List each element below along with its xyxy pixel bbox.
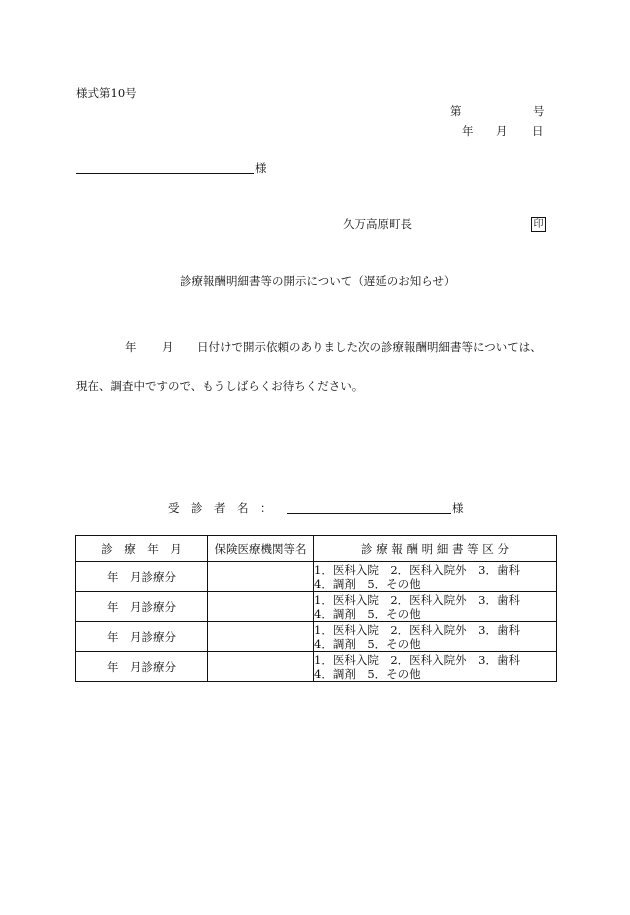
treatment-month-cell[interactable]: 年 月診療分 [76, 592, 208, 622]
institution-cell[interactable] [208, 622, 314, 652]
table-row [76, 592, 557, 622]
header-institution: 保険医療機関等名 [208, 536, 314, 562]
category-cell[interactable] [314, 652, 557, 682]
category-options-line-1: 1．医科入院 2．医科入院外 3．歯科 [314, 652, 520, 667]
category-cell[interactable] [314, 622, 557, 652]
document-number-suffix: 号 [533, 104, 545, 118]
table-row [76, 622, 557, 652]
patient-name-line[interactable] [287, 513, 451, 514]
category-options-line-2: 4．調剤 5．その他 [314, 606, 421, 621]
institution-cell[interactable] [208, 592, 314, 622]
header-treatment-month: 診 療 年 月 [76, 536, 208, 562]
category-options-line-1: 1．医科入院 2．医科入院外 3．歯科 [314, 592, 520, 607]
issue-date-month: 月 [496, 124, 508, 138]
table-row [76, 652, 557, 682]
category-options-line-1: 1．医科入院 2．医科入院外 3．歯科 [314, 622, 520, 637]
document-number-prefix: 第 [450, 104, 462, 118]
table-row [76, 562, 557, 592]
institution-cell[interactable] [208, 562, 314, 592]
header-statement-category: 診 療 報 酬 明 細 書 等 区 分 [314, 536, 557, 562]
addressee-honorific: 様 [255, 161, 267, 175]
patient-honorific: 様 [452, 501, 464, 515]
patient-label: 受 診 者 名 ： [168, 501, 272, 515]
category-options-line-1: 1．医科入院 2．医科入院外 3．歯科 [314, 562, 520, 577]
body-line-2: 現在、調査中ですので、もうしばらくお待ちください。 [76, 379, 364, 393]
category-options-line-2: 4．調剤 5．その他 [314, 576, 421, 591]
category-options-line-2: 4．調剤 5．その他 [314, 666, 421, 681]
disclosure-items-table [75, 535, 557, 682]
form-number: 様式第10号 [76, 86, 137, 100]
category-cell[interactable] [314, 592, 557, 622]
seal-mark: 印 [531, 217, 546, 232]
treatment-month-cell[interactable]: 年 月診療分 [76, 652, 208, 682]
body-line-1: 日付けで開示依頼のありました次の診療報酬明細書等については、 [197, 340, 542, 354]
treatment-month-cell[interactable]: 年 月診療分 [76, 562, 208, 592]
issue-date-day: 日 [532, 124, 544, 138]
institution-cell[interactable] [208, 652, 314, 682]
table-header-row [76, 536, 557, 562]
issue-date-year: 年 [462, 124, 474, 138]
category-options-line-2: 4．調剤 5．その他 [314, 636, 421, 651]
treatment-month-cell[interactable]: 年 月診療分 [76, 622, 208, 652]
body-date-month: 月 [162, 340, 174, 354]
body-date-year: 年 [125, 340, 137, 354]
sender-title: 久万高原町長 [343, 217, 412, 231]
addressee-name-line[interactable] [76, 173, 254, 174]
category-cell[interactable] [314, 562, 557, 592]
document-title: 診療報酬明細書等の開示について（遅延のお知らせ） [180, 274, 456, 288]
